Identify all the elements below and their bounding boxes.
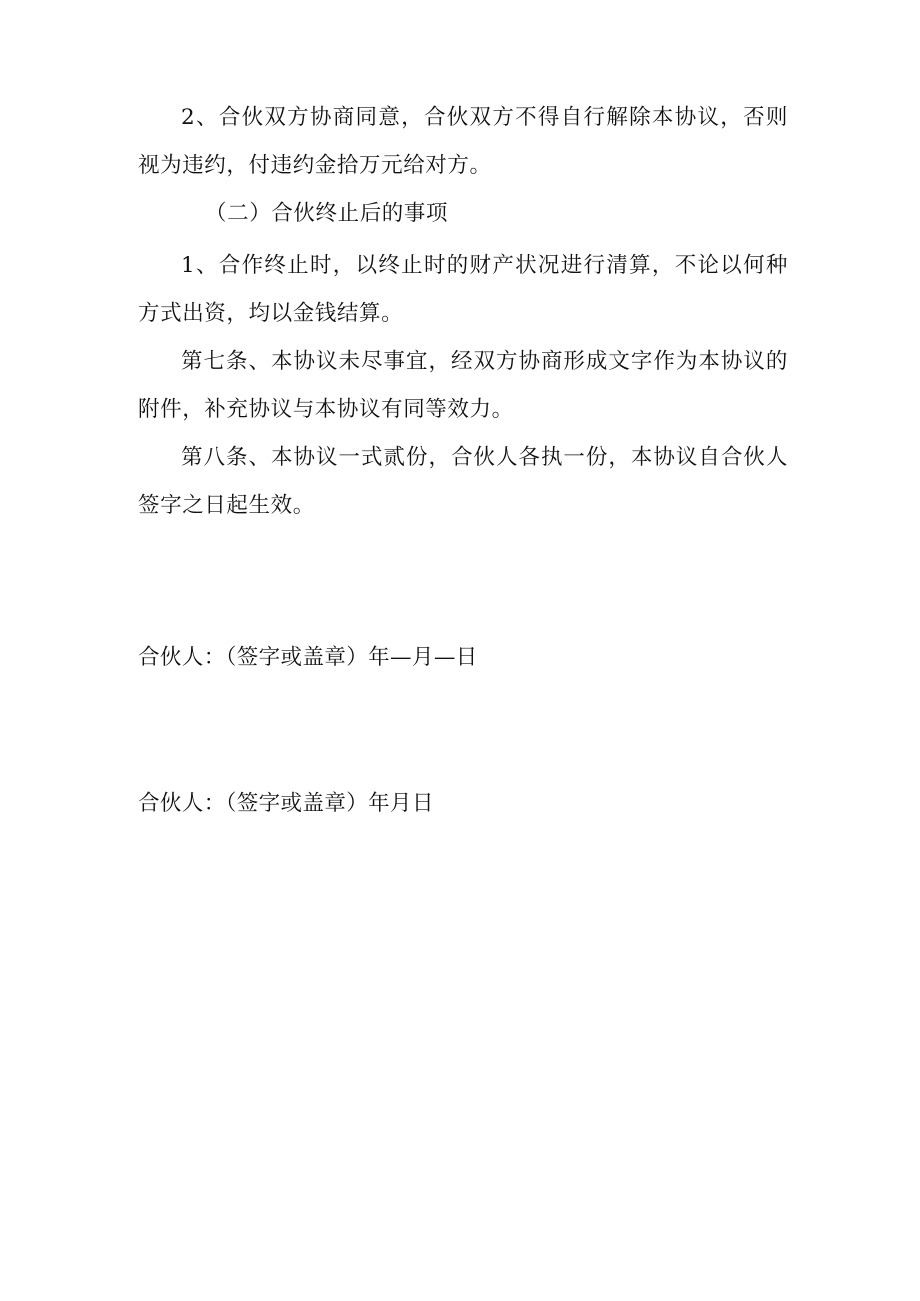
section-heading-after-termination: （二）合伙终止后的事项 [205,201,449,226]
signature-line-partner-2: 合伙人：（签字或盖章）年月日 [138,791,434,816]
clause-settlement: 1、合作终止时，以终止时的财产状况进行清算，不论以何种方式出资，均以金钱结算。 [138,253,788,326]
clause-termination-consent: 2、合伙双方协商同意，合伙双方不得自行解除本协议，否则视为违约，付违约金拾万元给对方。 [138,105,788,178]
article-eight: 第八条、本协议一式贰份，合伙人各执一份，本协议自合伙人签字之日起生效。 [138,445,788,518]
article-seven: 第七条、本协议未尽事宜，经双方协商形成文字作为本协议的附件，补充协议与本协议有同等效力。 [138,349,788,422]
signature-line-partner-1: 合伙人：（签字或盖章）年—月—日 [138,645,478,670]
